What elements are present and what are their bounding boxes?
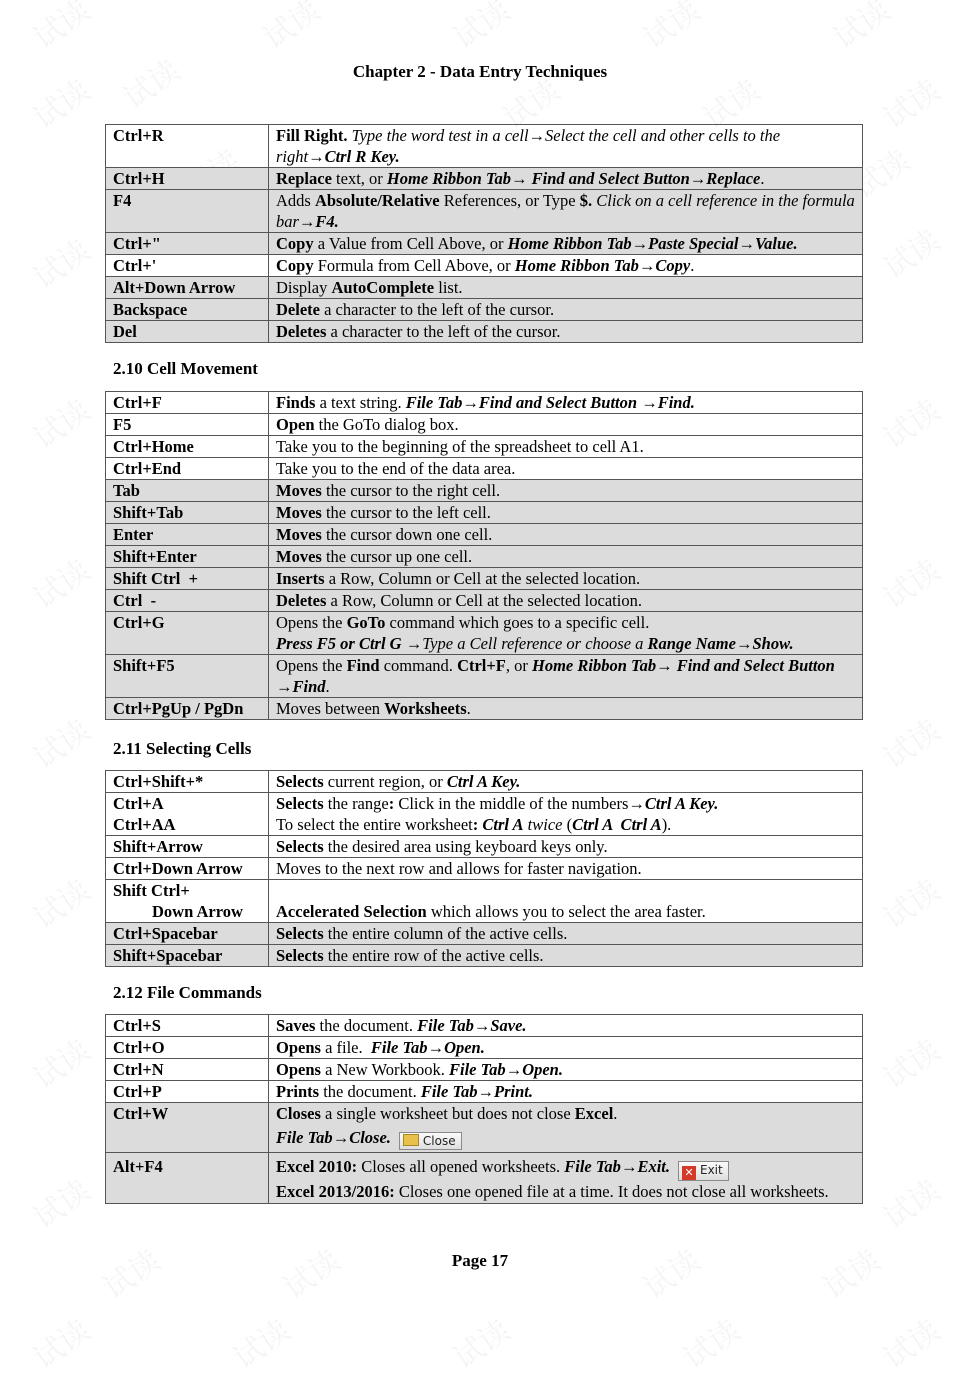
table-row: [106, 590, 863, 612]
table-row: [106, 1037, 863, 1059]
shortcut-key: Backspace: [106, 299, 269, 321]
table-row: [106, 125, 863, 168]
shortcut-key: Ctrl+S: [106, 1015, 269, 1037]
shortcut-description: Selects current region, or Ctrl A Key.: [269, 771, 863, 793]
table-row: [106, 880, 863, 923]
shortcut-key: Ctrl+PgUp / PgDn: [106, 698, 269, 720]
shortcut-key: Enter: [106, 524, 269, 546]
shortcut-key: Ctrl+G: [106, 612, 269, 655]
shortcut-key: Alt+F4: [106, 1153, 269, 1204]
shortcut-key: Ctrl+': [106, 255, 269, 277]
shortcut-description: Moves the cursor to the left cell.: [269, 502, 863, 524]
shortcut-key: Shift Ctrl +: [106, 568, 269, 590]
shortcut-description: Copy a Value from Cell Above, or Home Ribbon Tab→Paste Special→Value.: [269, 233, 863, 255]
table-row: [106, 436, 863, 458]
shortcut-key: Ctrl -: [106, 590, 269, 612]
shortcut-key: Shift+Tab: [106, 502, 269, 524]
table-row: [106, 277, 863, 299]
shortcut-key: F5: [106, 414, 269, 436]
shortcut-description: Selects the entire column of the active cells.: [269, 923, 863, 945]
table-row: [106, 771, 863, 793]
shortcut-key: F4: [106, 190, 269, 233]
shortcut-table-cell-movement: [105, 391, 863, 720]
table-row: [106, 655, 863, 698]
shortcut-key: Tab: [106, 480, 269, 502]
shortcut-description: Accelerated Selection which allows you to select the area faster.: [269, 880, 863, 923]
shortcut-key: Ctrl+Shift+*: [106, 771, 269, 793]
shortcut-key: Ctrl+End: [106, 458, 269, 480]
table-row: [106, 546, 863, 568]
table-row: [106, 524, 863, 546]
table-row: [106, 233, 863, 255]
shortcut-key: Ctrl+Down Arrow: [106, 858, 269, 880]
shortcut-description: Replace text, or Home Ribbon Tab→ Find and Select Button→Replace.: [269, 168, 863, 190]
shortcut-description: Prints the document. File Tab→Print.: [269, 1081, 863, 1103]
shortcut-key: Shift+Enter: [106, 546, 269, 568]
table-row: [106, 836, 863, 858]
shortcut-description: Take you to the beginning of the spreadsheet to cell A1.: [269, 436, 863, 458]
shortcut-description: Deletes a Row, Column or Cell at the selected location.: [269, 590, 863, 612]
shortcut-description: Opens the GoTo command which goes to a specific cell. Press F5 or Ctrl G →Type a Cell reference or choose a Range Name→Show.: [269, 612, 863, 655]
shortcut-key: Ctrl+N: [106, 1059, 269, 1081]
table-row: [106, 1153, 863, 1204]
exit-button-image: ✕ Exit: [678, 1161, 729, 1181]
shortcut-key: Ctrl+R: [106, 125, 269, 168]
table-row: [106, 321, 863, 343]
table-row: [106, 945, 863, 967]
table-row: [106, 1081, 863, 1103]
shortcut-description: Delete a character to the left of the cursor.: [269, 299, 863, 321]
section-title-selecting-cells: 2.11 Selecting Cells: [113, 739, 252, 758]
shortcut-key: Del: [106, 321, 269, 343]
shortcut-description: Deletes a character to the left of the cursor.: [269, 321, 863, 343]
shortcut-description: Selects the desired area using keyboard keys only.: [269, 836, 863, 858]
shortcut-description: Selects the range: Click in the middle of the numbers→Ctrl A Key. To select the entire worksheet: Ctrl A twice (Ctrl A Ctrl A).: [269, 793, 863, 836]
table-row: [106, 458, 863, 480]
close-x-icon: ✕: [682, 1166, 696, 1180]
shortcut-key: Ctrl+A Ctrl+AA: [106, 793, 269, 836]
table-row: [106, 793, 863, 836]
shortcut-description: Finds a text string. File Tab→Find and Select Button →Find.: [269, 392, 863, 414]
shortcut-key: Ctrl+Spacebar: [106, 923, 269, 945]
shortcut-key: Alt+Down Arrow: [106, 277, 269, 299]
shortcut-description: Moves between Worksheets.: [269, 698, 863, 720]
chapter-header: Chapter 2 - Data Entry Techniques: [352, 62, 608, 81]
close-button-image: Close: [399, 1132, 462, 1150]
shortcut-description: Closes a single worksheet but does not close Excel. File Tab→Close. Close: [269, 1103, 863, 1153]
shortcut-description: Selects the entire row of the active cells.: [269, 945, 863, 967]
shortcut-key: Ctrl+": [106, 233, 269, 255]
table-row: [106, 168, 863, 190]
table-row: [106, 923, 863, 945]
shortcut-description: Display AutoComplete list.: [269, 277, 863, 299]
shortcut-key: Ctrl+O: [106, 1037, 269, 1059]
shortcut-description: Take you to the end of the data area.: [269, 458, 863, 480]
page-number: Page 17: [451, 1251, 509, 1270]
shortcut-key: Shift+Spacebar: [106, 945, 269, 967]
shortcut-description: Opens the Find command. Ctrl+F, or Home Ribbon Tab→ Find and Select Button →Find.: [269, 655, 863, 698]
shortcut-key: Ctrl+Home: [106, 436, 269, 458]
table-row: [106, 255, 863, 277]
shortcut-description: Moves the cursor up one cell.: [269, 546, 863, 568]
shortcut-description: Moves the cursor to the right cell.: [269, 480, 863, 502]
shortcut-table-selecting-cells: [105, 770, 863, 967]
shortcut-description: Opens a New Workbook. File Tab→Open.: [269, 1059, 863, 1081]
shortcut-key: Ctrl+F: [106, 392, 269, 414]
shortcut-table-file-commands: [105, 1014, 863, 1204]
table-row: [106, 612, 863, 655]
table-row: [106, 392, 863, 414]
shortcut-description: Opens a file. File Tab→Open.: [269, 1037, 863, 1059]
shortcut-description: Open the GoTo dialog box.: [269, 414, 863, 436]
table-row: [106, 414, 863, 436]
section-title-cell-movement: 2.10 Cell Movement: [113, 359, 258, 378]
table-row: [106, 568, 863, 590]
shortcut-description: Adds Absolute/Relative References, or Type $. Click on a cell reference in the formula bar→F4.: [269, 190, 863, 233]
shortcut-key: Shift+Arrow: [106, 836, 269, 858]
folder-icon: [403, 1134, 419, 1146]
section-title-file-commands: 2.12 File Commands: [113, 983, 262, 1002]
table-row: [106, 1059, 863, 1081]
shortcut-description: Saves the document. File Tab→Save.: [269, 1015, 863, 1037]
table-row: [106, 698, 863, 720]
shortcut-description: Fill Right. Type the word test in a cell→Select the cell and other cells to the right→Ctrl R Key.: [269, 125, 863, 168]
shortcut-key: Ctrl+H: [106, 168, 269, 190]
shortcut-description: Inserts a Row, Column or Cell at the selected location.: [269, 568, 863, 590]
shortcut-description: Copy Formula from Cell Above, or Home Ribbon Tab→Copy.: [269, 255, 863, 277]
table-row: [106, 190, 863, 233]
table-row: [106, 1103, 863, 1153]
shortcut-table-data-entry: [105, 124, 863, 343]
shortcut-key: Ctrl+P: [106, 1081, 269, 1103]
shortcut-key: Shift+F5: [106, 655, 269, 698]
shortcut-description: Moves the cursor down one cell.: [269, 524, 863, 546]
shortcut-description: Excel 2010: Closes all opened worksheets. File Tab→Exit. ✕ Exit Excel 2013/2016: Closes one opened file at a time. It does not close all worksheets.: [269, 1153, 863, 1204]
table-row: [106, 480, 863, 502]
table-row: [106, 1015, 863, 1037]
shortcut-description: Moves to the next row and allows for faster navigation.: [269, 858, 863, 880]
table-row: [106, 299, 863, 321]
table-row: [106, 502, 863, 524]
shortcut-key: Shift Ctrl+ Down Arrow: [106, 880, 269, 923]
shortcut-key: Ctrl+W: [106, 1103, 269, 1153]
table-row: [106, 858, 863, 880]
